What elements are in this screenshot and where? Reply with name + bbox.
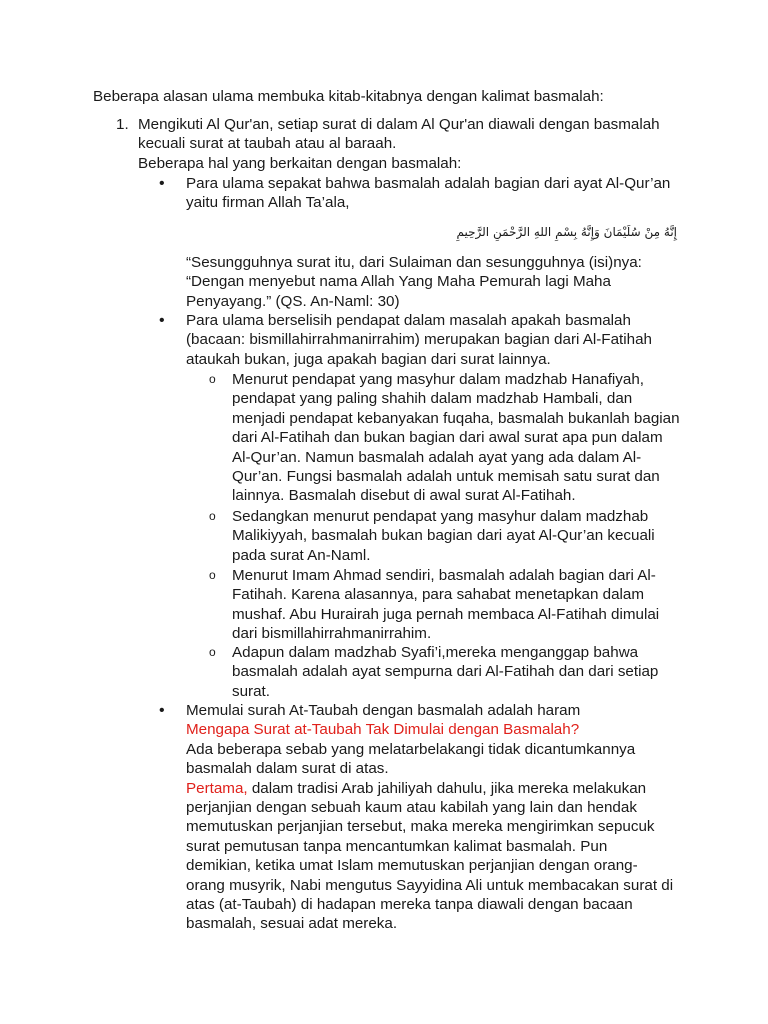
intro-text: Beberapa alasan ulama membuka kitab-kitabnya dengan kalimat basmalah: xyxy=(93,88,604,105)
sub-item-2: Sedangkan menurut pendapat yang masyhur dalam madzhab Malikiyyah, basmalah bukan bagian dari ayat Al-Qur’an kecuali pada surat An-Naml. xyxy=(232,508,655,564)
item1-line3: Beberapa hal yang berkaitan dengan basmalah: xyxy=(138,154,462,172)
list-number-1: 1. xyxy=(116,116,129,133)
bullet1-text: Para ulama sepakat bahwa basmalah adalah bagian dari ayat Al-Qur’an yaitu firman Allah Ta’ala, xyxy=(186,175,671,212)
bullet3-para2 xyxy=(186,779,676,934)
item1-line2: kecuali surat at taubah atau al baraah. xyxy=(138,135,397,153)
list-item-1 xyxy=(138,115,698,173)
circle-bullet-icon: o xyxy=(209,645,216,659)
bullet-icon: • xyxy=(159,702,165,719)
sub-item-1: Menurut pendapat yang masyhur dalam madzhab Hanafiyah, pendapat yang paling shahih dalam madzhab Hambali, dan menjadi pendapat kebanyakan fuqaha, basmalah bukanlah bagian dari Al-Fatihah dan bukan bagian dari awal surat apa pun dalam Al-Qur’an. Namun basmalah adalah ayat yang ada dalam Al-Qur’an. Fungsi basmalah adalah untuk memisah satu surat dan lainnya. Basmalah disebut di awal surat Al-Fatihah. xyxy=(232,371,680,505)
sub-item-4: Adapun dalam madzhab Syafi’i,mereka menganggap bahwa basmalah adalah ayat sempurna dari Al-Fatihah dan dari setiap surat. xyxy=(232,644,659,700)
arabic-verse: إِنَّهُ مِنْ سُلَيْمَانَ وَإِنَّهُ بِسْمِ اللهِ الرَّحْمَنِ الرَّحِيمِ xyxy=(456,225,677,239)
bullet-icon: • xyxy=(159,175,165,192)
pertama-text: dalam tradisi Arab jahiliyah dahulu, jika mereka melakukan perjanjian dengan sebuah kaum atau kabilah yang lain dan hendak memutuskan perjanjian tersebut, maka mereka mengirimkan sepucuk surat pemutusan tanpa mencantumkan kalimat basmalah. Pun demikian, ketika umat Islam memutuskan perjanjian dengan orang-orang musyrik, Nabi mengutus Sayyidina Ali untuk membacakan surat di atas (at-Taubah) di hadapan mereka tanpa diawali dengan bacaan basmalah, sesuai adat mereka. xyxy=(186,779,674,933)
bullet3-para1: Ada beberapa sebab yang melatarbelakangi tidak dicantumkannya basmalah dalam surat di atas. xyxy=(186,740,636,778)
section-question-heading: Mengapa Surat at-Taubah Tak Dimulai dengan Basmalah? xyxy=(186,721,580,739)
pertama-label: Pertama, xyxy=(186,779,248,797)
bullet-icon: • xyxy=(159,312,165,329)
circle-bullet-icon: o xyxy=(209,509,216,523)
circle-bullet-icon: o xyxy=(209,568,216,582)
bullet1-translation: “Sesungguhnya surat itu, dari Sulaiman dan sesungguhnya (isi)nya: “Dengan menyebut nama Allah Yang Maha Pemurah lagi Maha Penyayang.” (QS. An-Naml: 30) xyxy=(186,254,642,310)
bullet2-text: Para ulama berselisih pendapat dalam masalah apakah basmalah (bacaan: bismillahirrahmanirrahim) merupakan bagian dari Al-Fatihah ataukah bukan, juga apakah bagian dari surat lainnya. xyxy=(186,312,652,368)
sub-item-3: Menurut Imam Ahmad sendiri, basmalah adalah bagian dari Al-Fatihah. Karena alasannya, para sahabat menetapkan dalam mushaf. Abu Hurairah juga pernah membaca Al-Fatihah dimulai dari bismillahirrahmanirrahim. xyxy=(232,567,660,643)
bullet3-block xyxy=(186,701,676,934)
bullet3-text: Memulai surah At-Taubah dengan basmalah adalah haram xyxy=(186,702,581,719)
item1-line1: Mengikuti Al Qur'an, setiap surat di dalam Al Qur'an diawali dengan basmalah xyxy=(138,116,660,133)
circle-bullet-icon: o xyxy=(209,372,216,386)
